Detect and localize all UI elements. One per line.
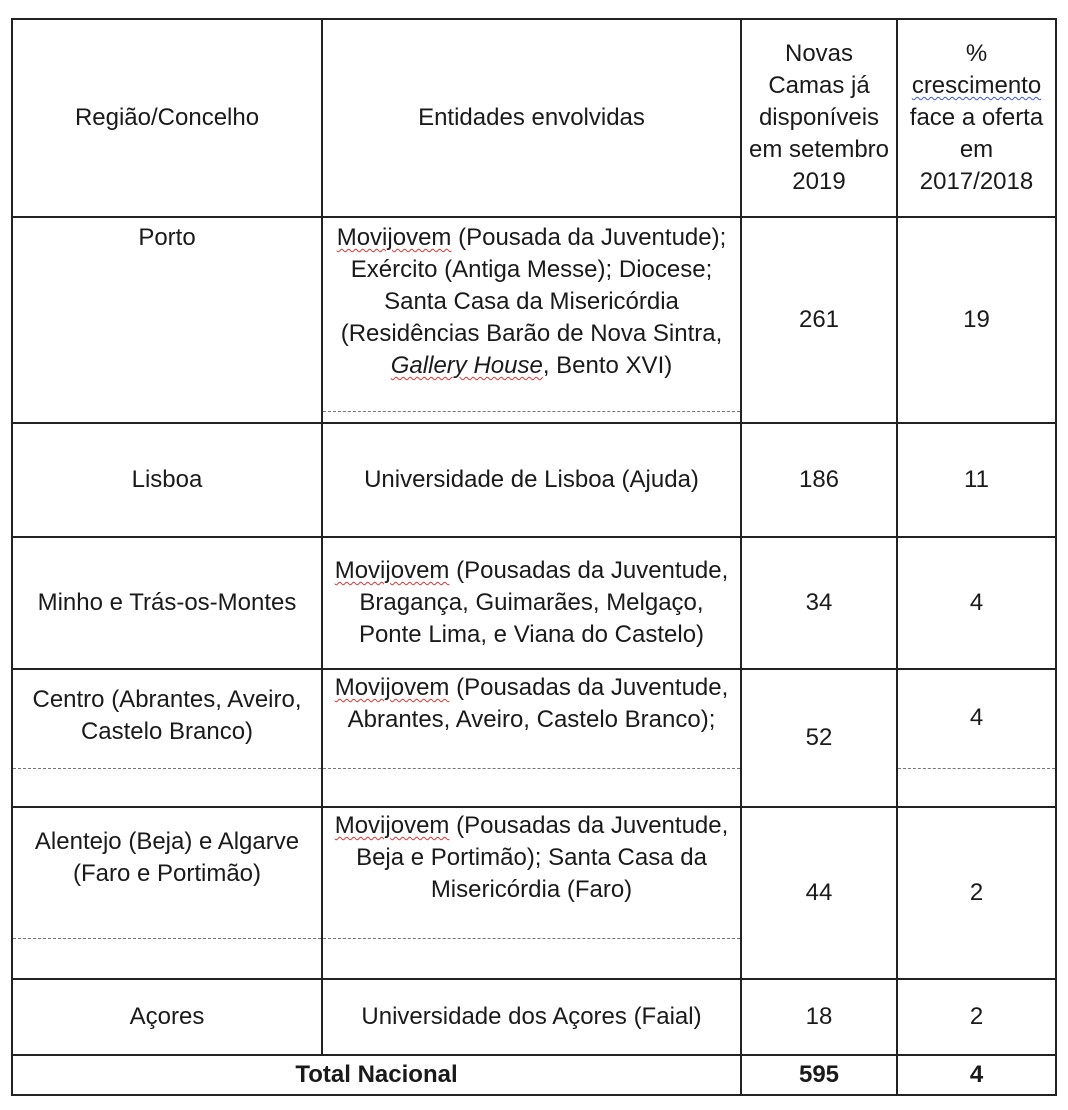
header-entities-label: Entidades envolvidas	[418, 104, 645, 131]
growth-cell	[897, 669, 1056, 807]
region-name: Porto	[138, 224, 196, 251]
header-entities	[322, 19, 741, 217]
total-beds-value: 595	[798, 1061, 840, 1088]
region-name: Lisboa	[131, 466, 203, 493]
header-growth-rest: face a oferta em 2017/2018	[909, 104, 1044, 195]
entities-cell	[322, 979, 741, 1055]
entities-cell	[322, 669, 741, 807]
entities-text: (Pousadas da Juventude, Bragança, Guimarães, Melgaço, Ponte Lima, e Viana do Castelo)	[358, 557, 729, 648]
total-beds-cell	[741, 1055, 897, 1095]
growth-value: 4	[969, 589, 984, 616]
table-row	[12, 423, 1056, 537]
header-beds-label: Novas Camas já disponíveis em setembro 2019	[748, 40, 890, 195]
entities-text: Universidade dos Açores (Faial)	[361, 1003, 702, 1030]
entity-movijovem: Movijovem	[336, 224, 452, 251]
growth-value: 2	[969, 1003, 984, 1030]
growth-value: 2	[969, 879, 984, 906]
growth-value: 19	[963, 306, 990, 333]
beds-cell	[741, 669, 897, 807]
entities-text: (Pousada da Juventude); Exército (Antiga Messe); Diocese; Santa Casa da Misericórdia (Residências Barão de Nova Sintra,	[340, 224, 727, 347]
entities-cell	[322, 537, 741, 669]
beds-cell	[741, 807, 897, 979]
dashed-divider	[898, 768, 1055, 769]
dashed-divider	[323, 938, 740, 939]
region-cell	[12, 669, 322, 807]
table-row	[12, 979, 1056, 1055]
beds-value: 52	[805, 724, 833, 751]
dashed-divider	[323, 411, 740, 412]
growth-value: 4	[969, 704, 984, 731]
entities-text: (Pousadas da Juventude, Abrantes, Aveiro, Castelo Branco);	[347, 674, 729, 733]
beds-value: 34	[805, 589, 833, 616]
entity-movijovem: Movijovem	[334, 812, 450, 839]
beds-cell	[741, 537, 897, 669]
growth-cell	[897, 217, 1056, 423]
dashed-divider	[13, 768, 321, 769]
beds-cell	[741, 217, 897, 423]
entities-text: (Pousadas da Juventude, Beja e Portimão); Santa Casa da Misericórdia (Faro)	[356, 812, 729, 903]
table-row	[12, 537, 1056, 669]
header-beds	[741, 19, 897, 217]
region-cell	[12, 979, 322, 1055]
region-cell	[12, 807, 322, 979]
beds-value: 261	[798, 306, 840, 333]
total-growth-value: 4	[969, 1061, 984, 1088]
total-growth-cell	[897, 1055, 1056, 1095]
region-name: Centro (Abrantes, Aveiro, Castelo Branco)	[32, 686, 302, 745]
region-cell	[12, 537, 322, 669]
entities-cell	[322, 807, 741, 979]
table-row	[12, 669, 1056, 807]
header-growth	[897, 19, 1056, 217]
beds-cell	[741, 979, 897, 1055]
growth-cell	[897, 423, 1056, 537]
entities-cell	[322, 423, 741, 537]
table-row	[12, 807, 1056, 979]
header-growth-pct: %	[965, 40, 988, 67]
dashed-divider	[323, 768, 740, 769]
region-cell	[12, 423, 322, 537]
region-name: Açores	[129, 1003, 205, 1030]
entity-gallery-house: Gallery House	[390, 352, 543, 379]
entity-movijovem: Movijovem	[334, 557, 450, 584]
beds-value: 44	[805, 879, 833, 906]
growth-value: 11	[964, 466, 989, 493]
beds-value: 18	[805, 1003, 833, 1030]
entities-text: Universidade de Lisboa (Ajuda)	[364, 466, 699, 493]
entity-movijovem: Movijovem	[334, 674, 450, 701]
entities-text-end: , Bento XVI)	[542, 352, 673, 379]
growth-cell	[897, 537, 1056, 669]
region-name: Minho e Trás-os-Montes	[37, 589, 297, 616]
table-row	[12, 217, 1056, 423]
total-row	[12, 1055, 1056, 1095]
beds-table	[11, 18, 1057, 1096]
header-region-label: Região/Concelho	[74, 104, 260, 131]
dashed-divider	[13, 938, 321, 939]
region-name: Alentejo (Beja) e Algarve (Faro e Portimão)	[34, 828, 300, 887]
header-region	[12, 19, 322, 217]
growth-cell	[897, 807, 1056, 979]
total-label-cell	[12, 1055, 741, 1095]
total-label: Total Nacional	[295, 1061, 458, 1088]
region-cell	[12, 217, 322, 423]
header-row	[12, 19, 1056, 217]
growth-cell	[897, 979, 1056, 1055]
beds-cell	[741, 423, 897, 537]
entities-cell	[322, 217, 741, 423]
header-growth-word: crescimento	[911, 72, 1042, 99]
beds-value: 186	[798, 466, 840, 493]
